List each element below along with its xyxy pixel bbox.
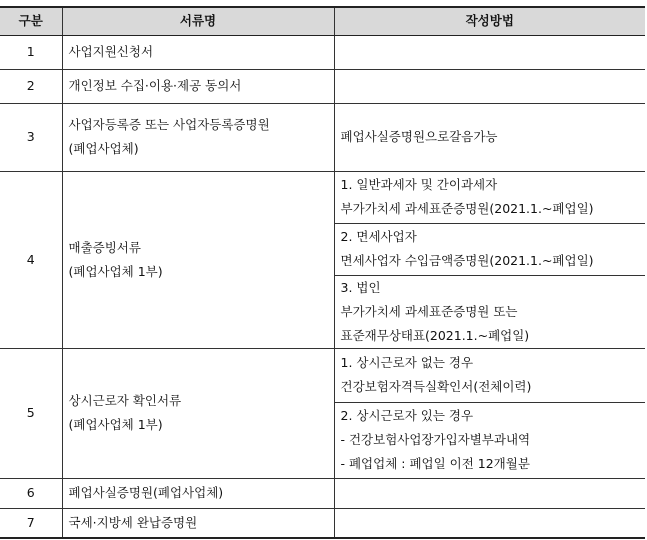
row-number: 4 bbox=[0, 171, 62, 348]
header-doc: 서류명 bbox=[62, 7, 334, 35]
row-number: 7 bbox=[0, 508, 62, 538]
row-number: 5 bbox=[0, 348, 62, 478]
row-number: 6 bbox=[0, 478, 62, 508]
table-row bbox=[0, 348, 645, 402]
method-cell bbox=[334, 478, 645, 508]
method-subitem: 1. 상시근로자 없는 경우 건강보험자격득실확인서(전체이력) bbox=[334, 348, 645, 402]
header-method: 작성방법 bbox=[334, 7, 645, 35]
table-row bbox=[0, 35, 645, 69]
document-name: 개인정보 수집·이용·제공 동의서 bbox=[62, 69, 334, 103]
table-row bbox=[0, 171, 645, 223]
method-subitem: 2. 면세사업자 면세사업자 수입금액증명원(2021.1.~폐업일) bbox=[334, 223, 645, 275]
row-number: 3 bbox=[0, 103, 62, 171]
method-subitem: 1. 일반과세자 및 간이과세자 부가가치세 과세표준증명원(2021.1.~폐업일) bbox=[334, 171, 645, 223]
row-number: 2 bbox=[0, 69, 62, 103]
table-row bbox=[0, 103, 645, 171]
table-row bbox=[0, 69, 645, 103]
document-name: 상시근로자 확인서류 (폐업사업체 1부) bbox=[62, 348, 334, 478]
table-row bbox=[0, 508, 645, 538]
method-cell bbox=[334, 508, 645, 538]
document-name: 국세·지방세 완납증명원 bbox=[62, 508, 334, 538]
document-name: 폐업사실증명원(폐업사업체) bbox=[62, 478, 334, 508]
document-name: 사업자등록증 또는 사업자등록증명원 (폐업사업체) bbox=[62, 103, 334, 171]
document-name: 매출증빙서류 (폐업사업체 1부) bbox=[62, 171, 334, 348]
documents-table bbox=[0, 6, 645, 539]
table-row bbox=[0, 478, 645, 508]
document-name: 사업지원신청서 bbox=[62, 35, 334, 69]
method-cell bbox=[334, 69, 645, 103]
method-subitem: 2. 상시근로자 있는 경우 - 건강보험사업장가입자별부과내역 - 폐업업체 : 폐업일 이전 12개월분 bbox=[334, 402, 645, 478]
header-no: 구분 bbox=[0, 7, 62, 35]
method-subitem: 3. 법인 부가가치세 과세표준증명원 또는 표준재무상태표(2021.1.~폐업일) bbox=[334, 275, 645, 348]
method-cell bbox=[334, 35, 645, 69]
method-cell: 폐업사실증명원으로갈음가능 bbox=[334, 103, 645, 171]
header-row bbox=[0, 7, 645, 35]
row-number: 1 bbox=[0, 35, 62, 69]
